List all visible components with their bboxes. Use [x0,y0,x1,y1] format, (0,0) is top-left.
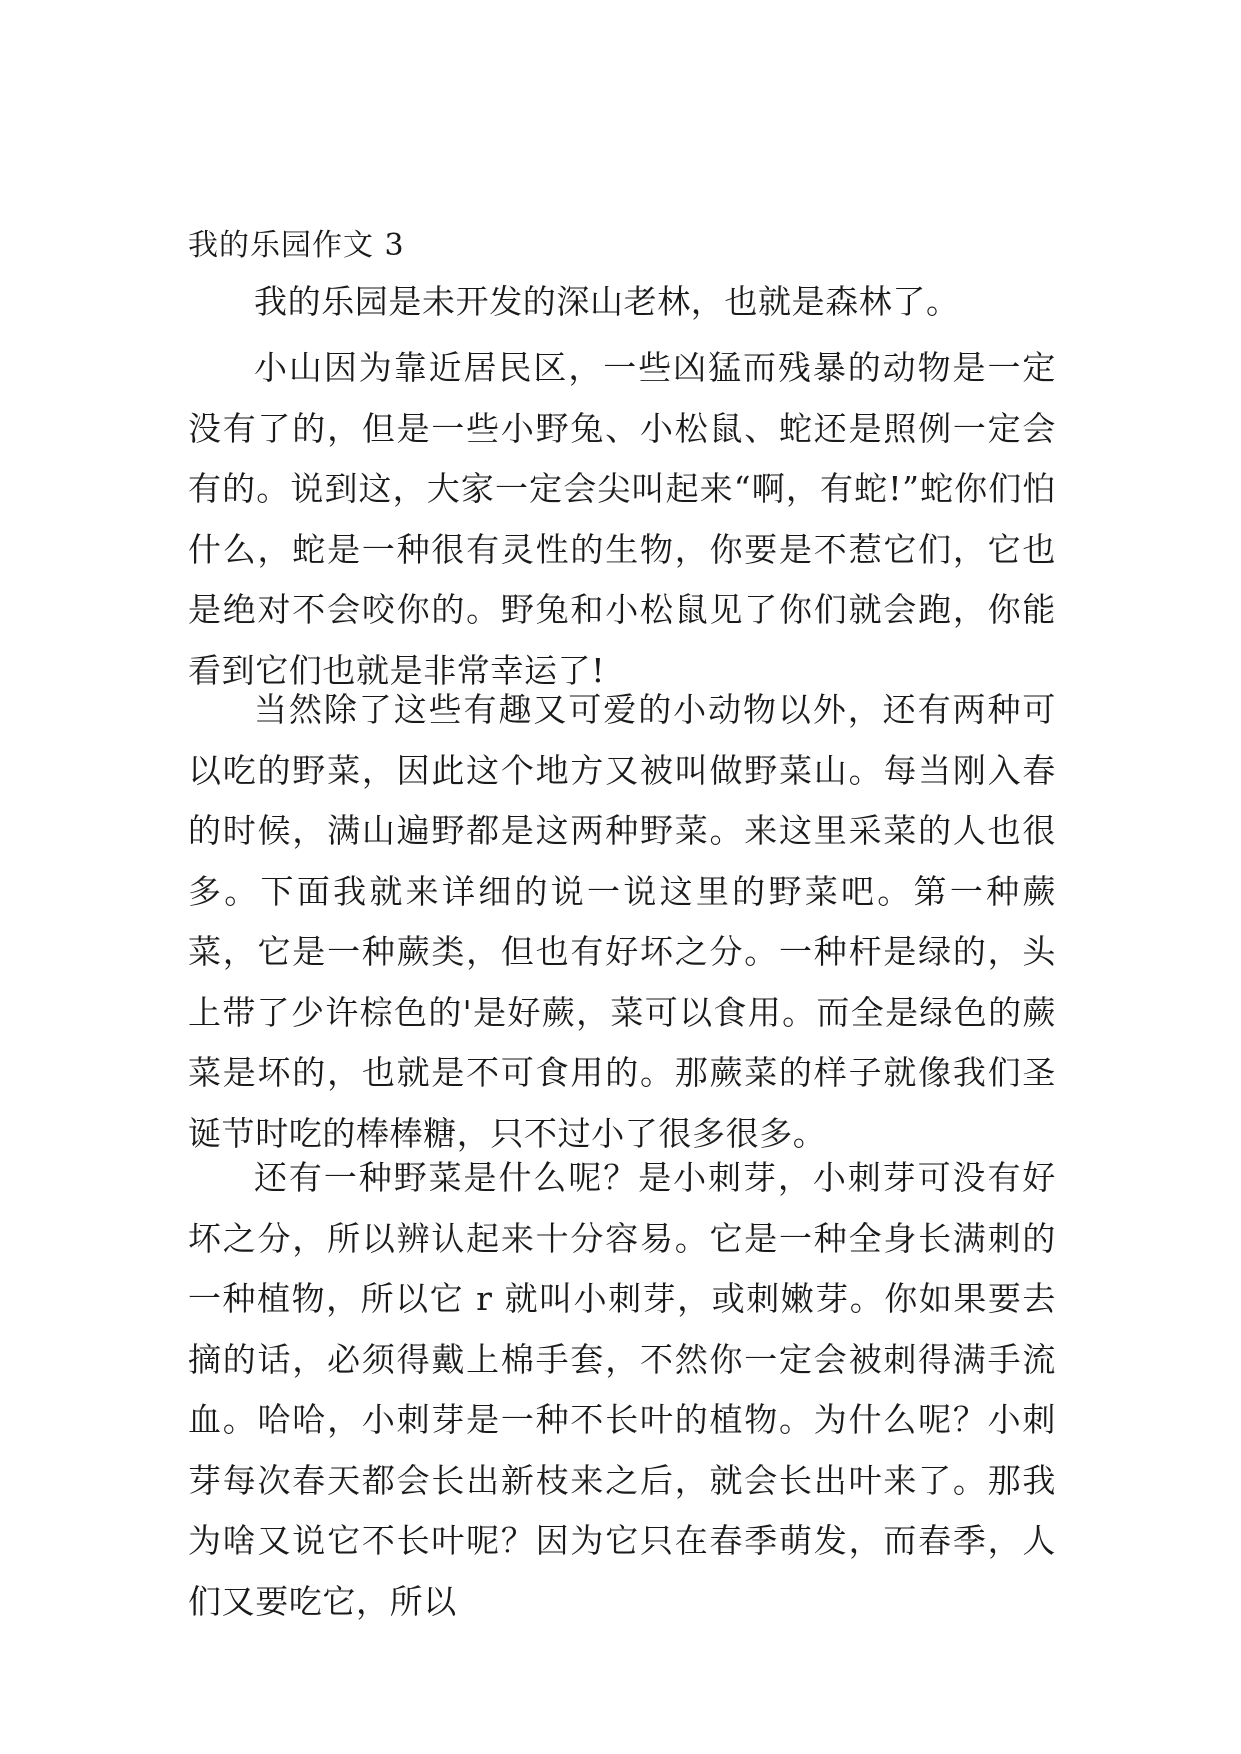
paragraph-1: 我的乐园是未开发的深山老林，也就是森林了。 [254,282,960,321]
document-title: 我的乐园作文 3 [188,228,405,263]
paragraph-2: 小山因为靠近居民区，一些凶猛而残暴的动物是一定没有了的，但是一些小野兔、小松鼠、蛇还是照例一定会有的。说到这，大家一定会尖叫起来“啊，有蛇!”蛇你们怕什么，蛇是一种很有灵性的生物，你要是不惹它们，它也是绝对不会咬你的。野兔和小松鼠见了你们就会跑，你能看到它们也就是非常幸运了! [188,348,1056,690]
paragraph-3: 当然除了这些有趣又可爱的小动物以外，还有两种可以吃的野菜，因此这个地方又被叫做野菜山。每当刚入春的时候，满山遍野都是这两种野菜。来这里采菜的人也很多。下面我就来详细的说一说这里的野菜吧。第一种蕨菜，它是一种蕨类，但也有好坏之分。一种杆是绿的，头上带了少许棕色的'是好蕨，菜可以食用。而全是绿色的蕨菜是坏的，也就是不可食用的。那蕨菜的样子就像我们圣诞节时吃的棒棒糖，只不过小了很多很多。 [188,690,1056,1153]
paragraph-4: 还有一种野菜是什么呢？是小刺芽，小刺芽可没有好坏之分，所以辨认起来十分容易。它是一种全身长满刺的一种植物，所以它 r 就叫小刺芽，或刺嫩芽。你如果要去摘的话，必须得戴上棉手套，不然你一定会被刺得满手流血。哈哈，小刺芽是一种不长叶的植物。为什么呢？小刺芽每次春天都会长出新枝来之后，就会长出叶来了。那我为啥又说它不长叶呢？因为它只在春季萌发，而春季，人们又要吃它，所以 [188,1158,1056,1621]
